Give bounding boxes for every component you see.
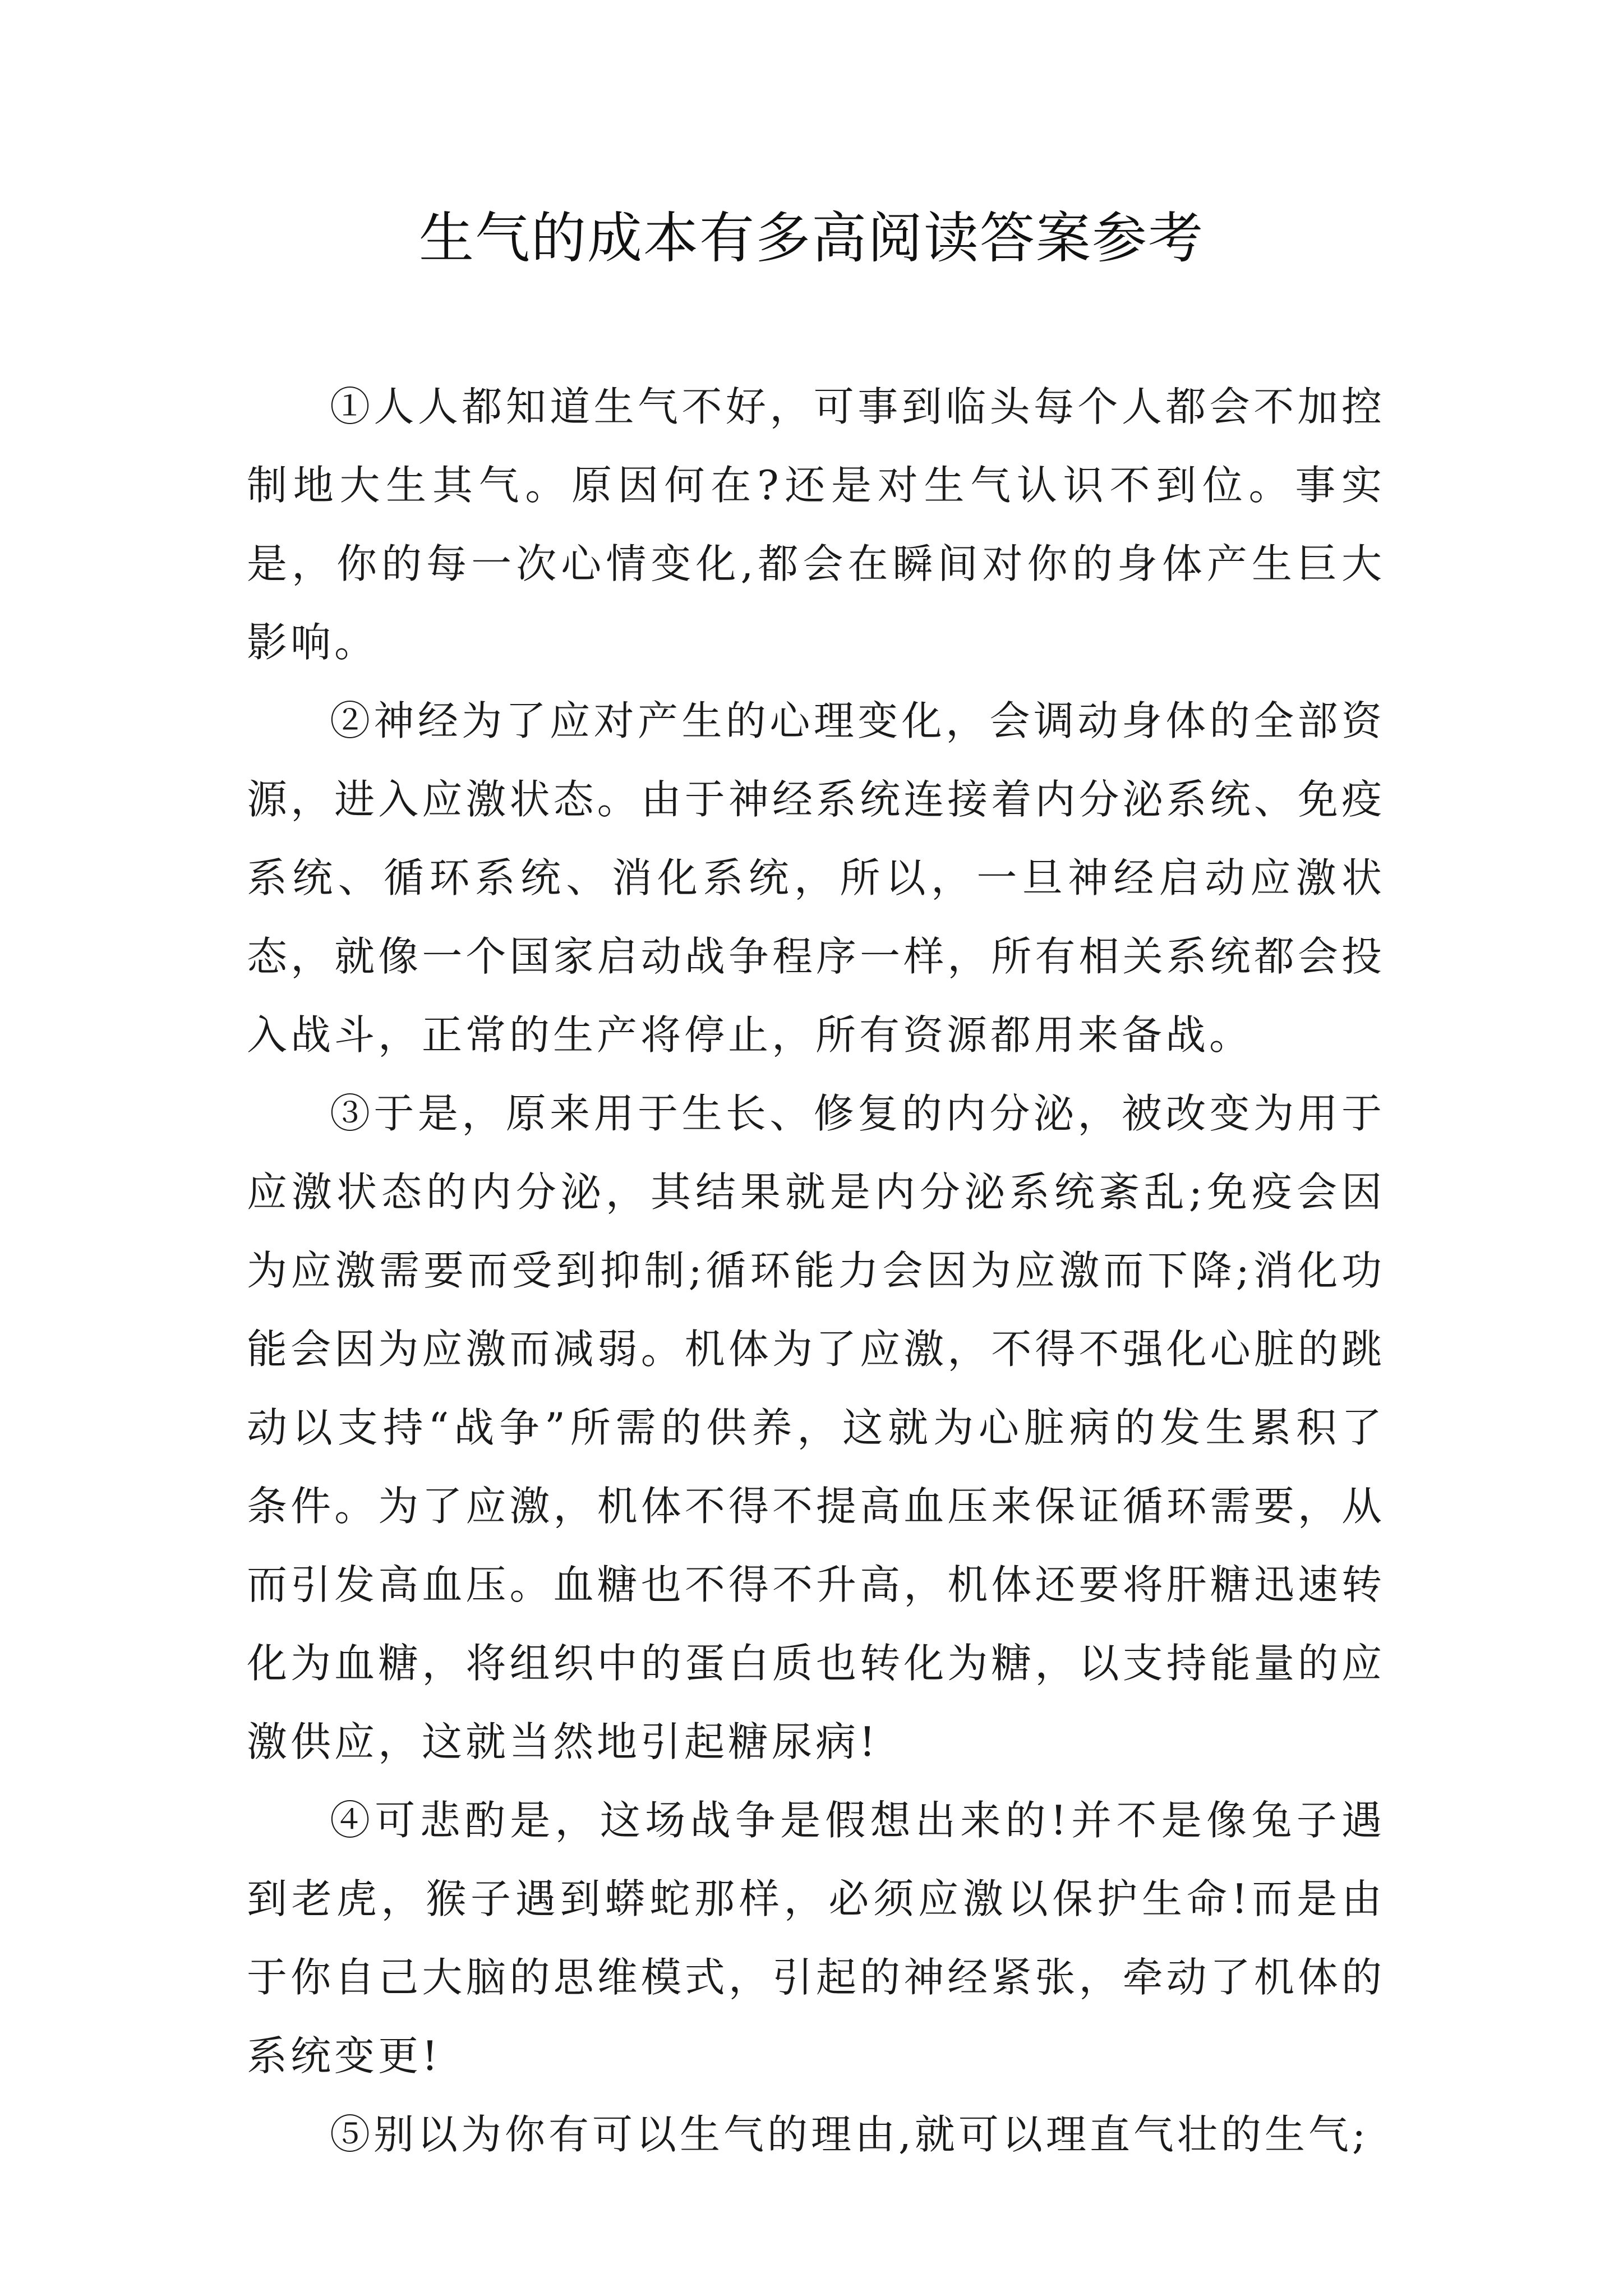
paragraph-1: ①人人都知道生气不好，可事到临头每个人都会不加控制地大生其气。原因何在?还是对生气认识不到位。事实是，你的每一次心情变化,都会在瞬间对你的身体产生巨大影响。 <box>247 383 1385 666</box>
paragraph-4: ④可悲酌是，这场战争是假想出来的!并不是像兔子遇到老虎，猴子遇到蟒蛇那样，必须应激以保护生命!而是由于你自己大脑的思维模式，引起的神经紧张，牵动了机体的系统变更! <box>247 1797 1385 2079</box>
document-body <box>247 367 1385 2174</box>
page-title: 生气的成本有多高阅读答案参考 <box>418 206 1204 270</box>
paragraph-5: ⑤别以为你有可以生气的理由,就可以理直气壮的生气; <box>330 2111 1370 2158</box>
paragraph-2: ②神经为了应对产生的心理变化，会调动身体的全部资源，进入应激状态。由于神经系统连接着内分泌系统、免疫系统、循环系统、消化系统，所以，一旦神经启动应激状态，就像一个国家启动战争程序一样，所有相关系统都会投入战斗，正常的生产将停止，所有资源都用来备战。 <box>247 697 1385 1059</box>
paragraph-3: ③于是，原来用于生长、修复的内分泌，被改变为用于应激状态的内分泌，其结果就是内分泌系统紊乱;免疫会因为应激需要而受到抑制;循环能力会因为应激而下降;消化功能会因为应激而减弱。机体为了应激，不得不强化心脏的跳动以支持“战争”所需的供养，这就为心脏病的发生累积了条件。为了应激，机体不得不提高血压来保证循环需要，从而引发高血压。血糖也不得不升高，机体还要将肝糖迅速转化为血糖，将组织中的蛋白质也转化为糖，以支持能量的应激供应，这就当然地引起糖尿病! <box>247 1090 1385 1765</box>
